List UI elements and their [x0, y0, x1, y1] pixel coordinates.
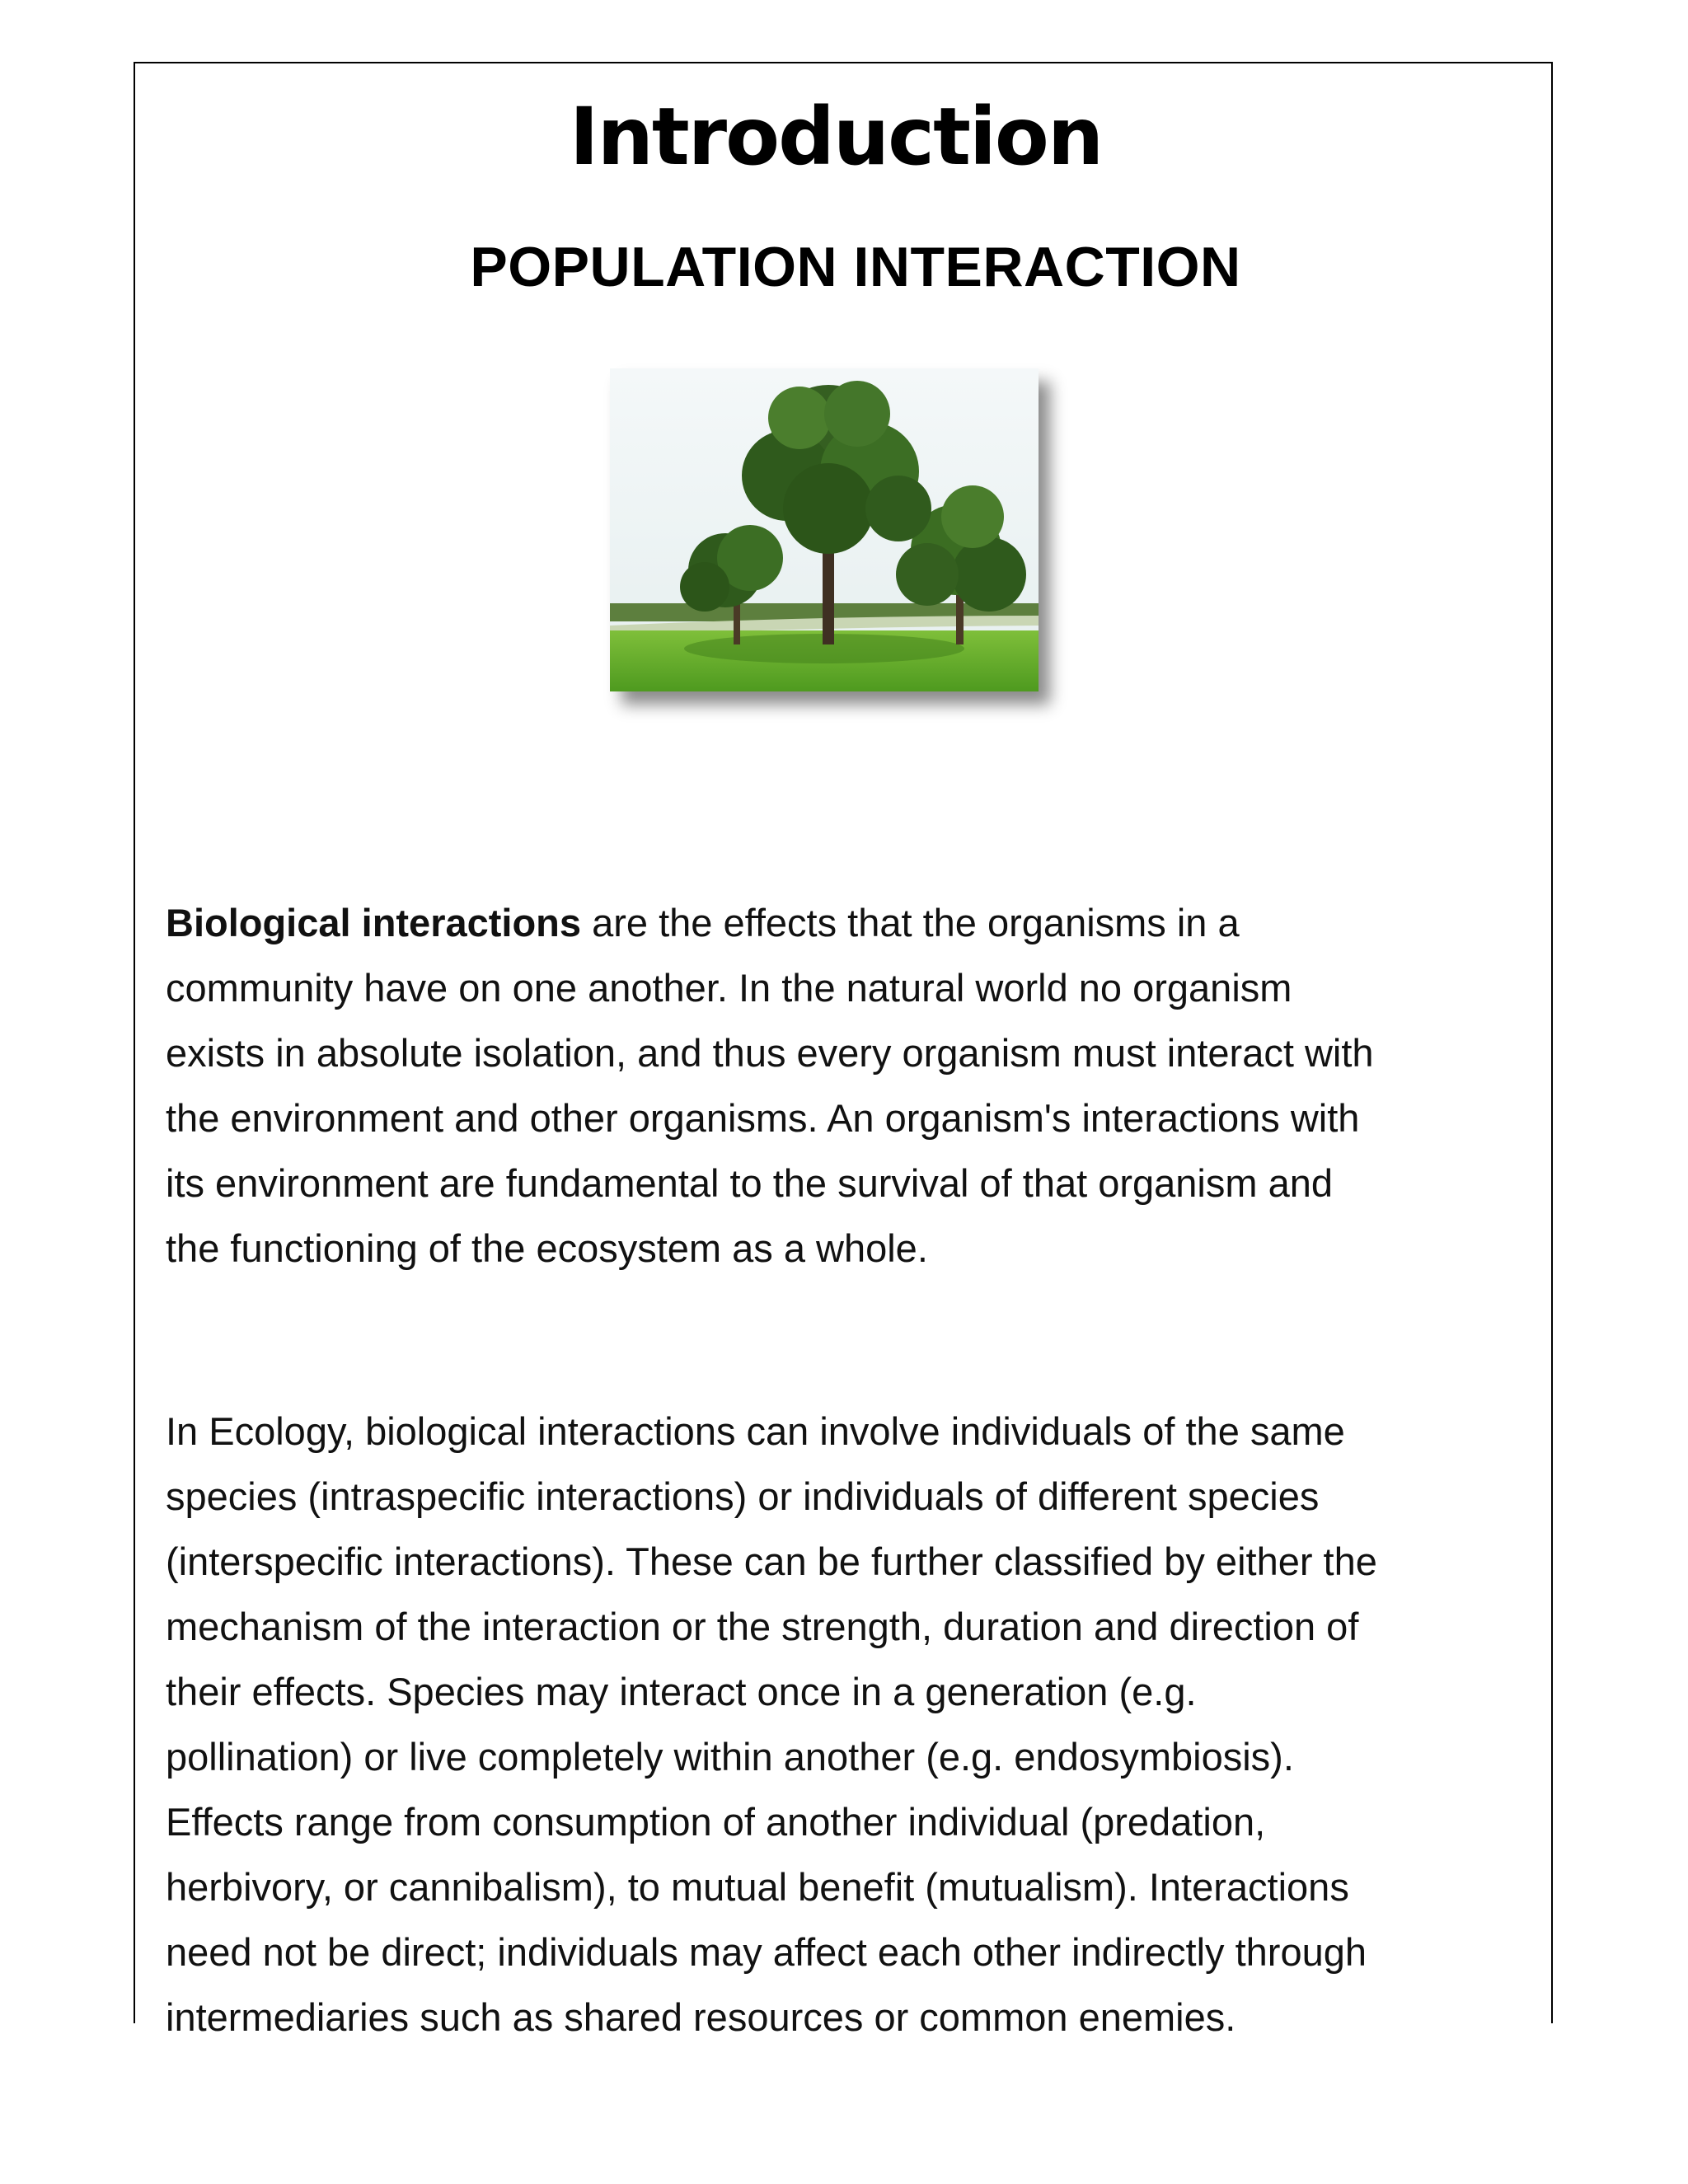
bold-term: Biological interactions [166, 901, 582, 944]
paragraph-line: pollination) or live completely within another (e.g. endosymbiosis). [166, 1735, 1294, 1779]
paragraph-line: their effects. Species may interact once in a generation (e.g. [166, 1670, 1197, 1713]
section-subtitle: POPULATION INTERACTION [470, 236, 1241, 298]
paragraph-line: need not be direct; individuals may affect each other indirectly through [166, 1930, 1367, 1974]
paragraph-ecology [166, 1399, 1538, 2050]
paragraph-line: the environment and other organisms. An organism's interactions with [166, 1096, 1360, 1140]
paragraph-line: Effects range from consumption of another individual (predation, [166, 1800, 1266, 1844]
paragraph-line: mechanism of the interaction or the strength, duration and direction of [166, 1605, 1359, 1648]
paragraph-line: (interspecific interactions). These can be further classified by either the [166, 1540, 1377, 1583]
paragraph-line: herbivory, or cannibalism), to mutual benefit (mutualism). Interactions [166, 1865, 1349, 1909]
paragraph-line: exists in absolute isolation, and thus every organism must interact with [166, 1031, 1374, 1075]
paragraph-line: In Ecology, biological interactions can involve individuals of the same [166, 1409, 1345, 1453]
trees-illustration [610, 368, 1039, 691]
paragraph-line: Biological interactions are the effects that the organisms in a [166, 901, 1240, 944]
paragraph-biological-interactions [166, 890, 1538, 1281]
page-title: Introduction [569, 91, 1103, 183]
paragraph-line: its environment are fundamental to the survival of that organism and [166, 1161, 1333, 1205]
paragraph-line: the functioning of the ecosystem as a whole. [166, 1226, 928, 1270]
paragraph-line: intermediaries such as shared resources or common enemies. [166, 1995, 1236, 2039]
trees-photo [610, 368, 1039, 691]
paragraph-line: species (intraspecific interactions) or individuals of different species [166, 1474, 1320, 1518]
paragraph-line: community have on one another. In the natural world no organism [166, 966, 1292, 1010]
